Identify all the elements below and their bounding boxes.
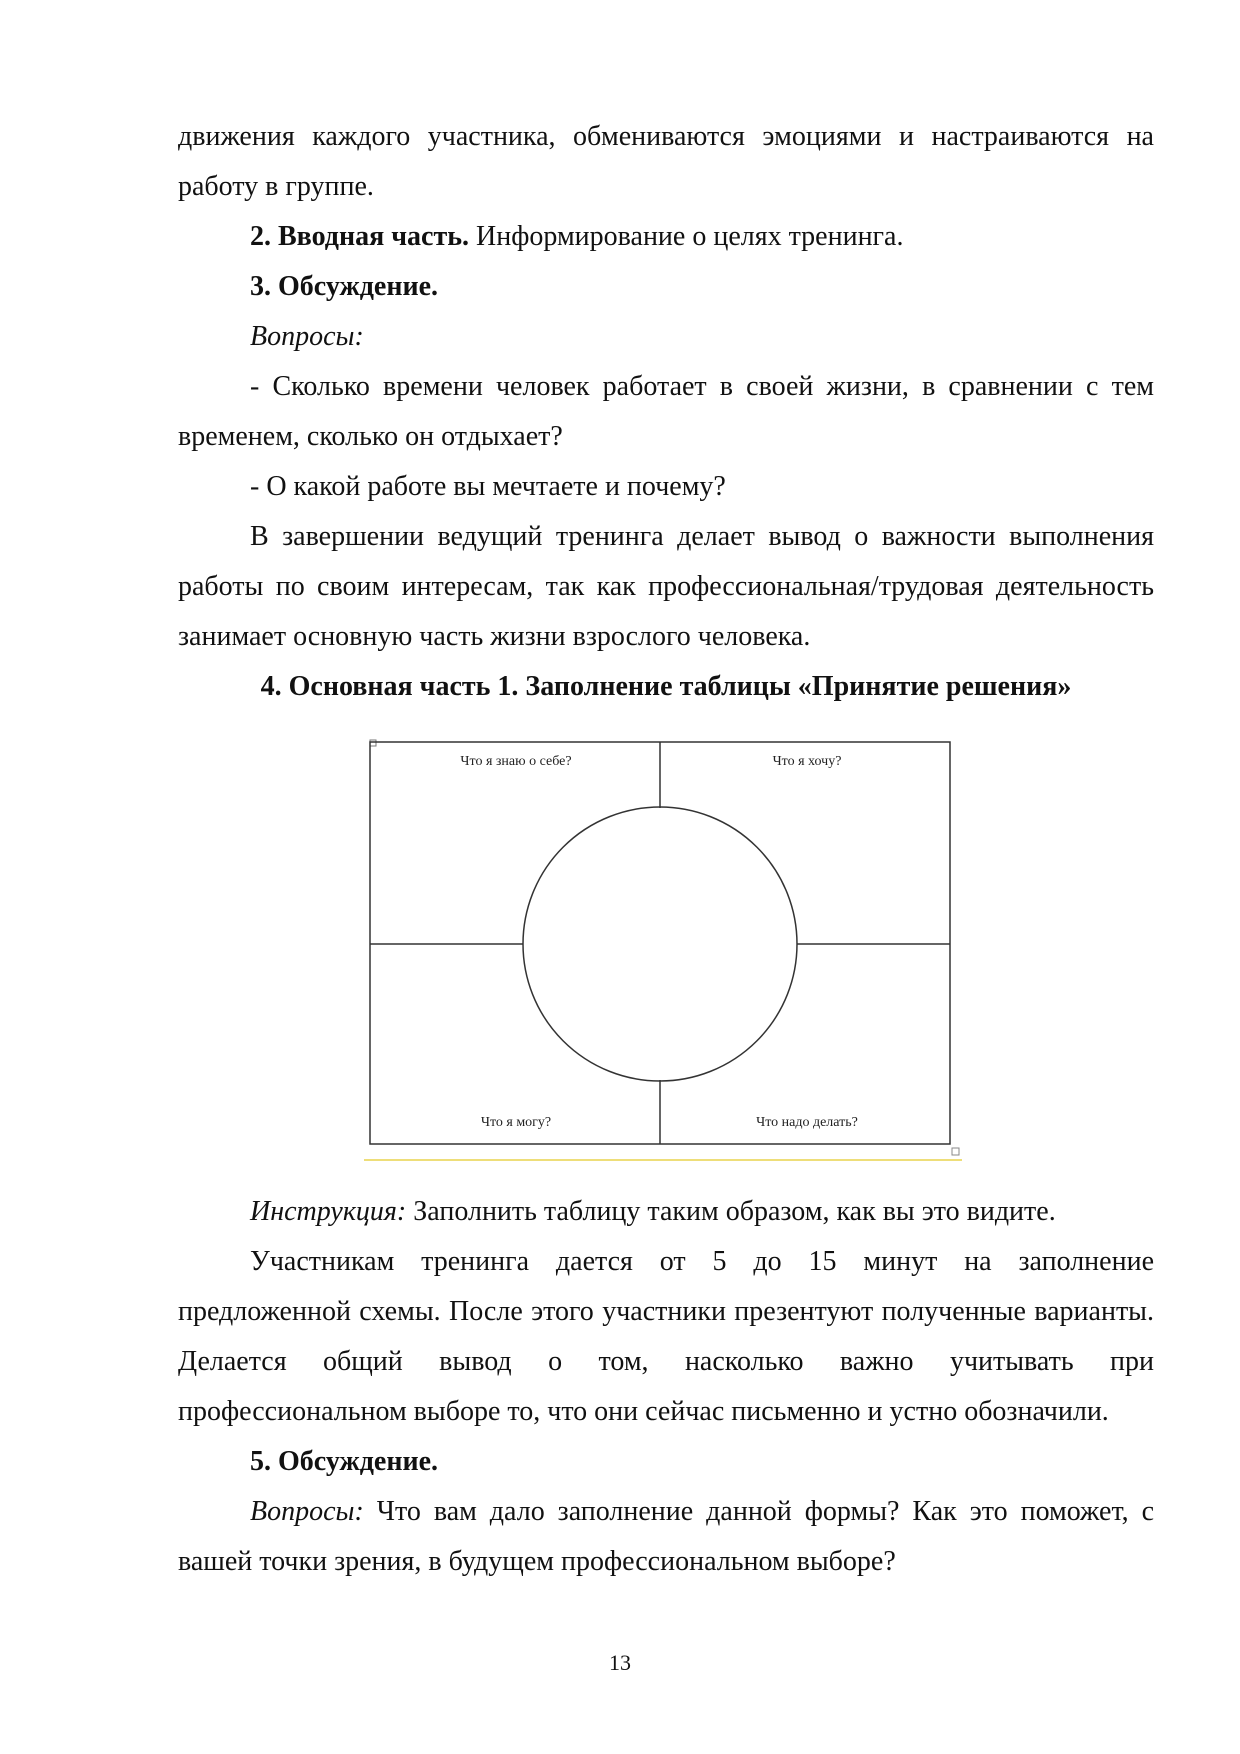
questions-label: Вопросы: xyxy=(250,321,364,352)
discussion-heading-2: 5. Обсуждение. xyxy=(250,1446,439,1477)
text-lower xyxy=(178,1187,1154,1587)
instruction-text: Заполнить таблицу таким образом, как вы это видите. xyxy=(406,1196,1056,1227)
intro-paragraph xyxy=(178,212,1154,262)
instruction-paragraph xyxy=(178,1187,1154,1237)
instruction-label: Инструкция: xyxy=(250,1196,407,1227)
discussion-heading: 3. Обсуждение. xyxy=(250,271,439,302)
table-resize-handle xyxy=(952,1148,959,1155)
center-circle xyxy=(523,807,797,1081)
intro-heading: 2. Вводная часть. xyxy=(250,221,470,252)
intro-text: Информирование о целях тренинга. xyxy=(469,221,904,252)
main-part-heading: 4. Основная часть 1. Заполнение таблицы «Принятие решения» xyxy=(260,671,1072,702)
decision-table-figure xyxy=(364,734,964,1174)
page-number: 13 xyxy=(609,1650,631,1675)
table-move-handle xyxy=(370,740,376,746)
label-top-left: Что я знаю о себе? xyxy=(460,754,572,769)
participants-paragraph: Участникам тренинга дается от 5 до 15 минут на заполнение предложенной схемы. После этого участники презентуют полученные варианты. Делается общий вывод о том, насколько важно учитывать при профессиональном выборе то, что они сейчас письменно и устно обозначили. xyxy=(178,1246,1154,1427)
question-2: - О какой работе вы мечтаете и почему? xyxy=(250,471,726,502)
label-bottom-right: Что надо делать? xyxy=(756,1115,858,1130)
label-bottom-left: Что я могу? xyxy=(480,1115,552,1130)
questions2-label: Вопросы: xyxy=(250,1496,364,1527)
paragraph-line: работу в группе. xyxy=(178,171,374,202)
decision-table-diagram xyxy=(364,734,964,1174)
paragraph-line: движения каждого участника, обмениваются эмоциями и настраиваются на xyxy=(178,121,1154,152)
label-top-right: Что я хочу? xyxy=(772,754,842,769)
table-frame xyxy=(364,740,962,1160)
text-upper xyxy=(178,112,1154,712)
conclusion-paragraph: В завершении ведущий тренинга делает вывод о важности выполнения работы по своим интересам, так как профессиональная/трудовая деятельность занимает основную часть жизни взрослого человека. xyxy=(178,521,1154,652)
questions2-text: Что вам дало заполнение данной формы? Как это поможет, с вашей точки зрения, в будущем профессиональном выборе? xyxy=(178,1496,1154,1577)
questions2-paragraph xyxy=(178,1487,1154,1587)
question-1: - Сколько времени человек работает в своей жизни, в сравнении с тем временем, сколько он отдыхает? xyxy=(178,371,1154,452)
